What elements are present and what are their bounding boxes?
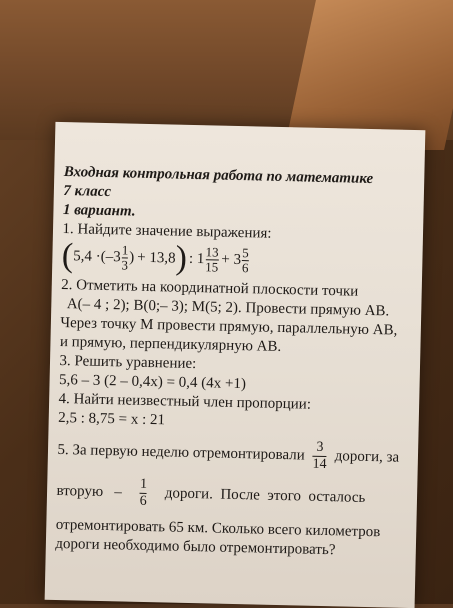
expr-term-c: + 13,8 [137, 249, 176, 267]
worksheet-grade: 7 класс [63, 182, 112, 201]
task1-text: 1. Найдите значение выражения: [62, 220, 272, 242]
fraction-denominator: 14 [312, 456, 327, 473]
task5-text: дороги, за [334, 448, 400, 466]
task5-text: 5. За первую неделю отремонтировали [57, 441, 305, 464]
fraction-numerator: 13 [205, 243, 219, 260]
worksheet-content [55, 163, 409, 562]
task5-fraction-2 [139, 477, 147, 510]
expr-open-paren: ( [61, 236, 74, 275]
fraction-denominator: 6 [139, 493, 147, 509]
expr-term-b-open: (–3 [100, 248, 121, 265]
expr-term-a: 5,4 · [73, 247, 101, 265]
expr-fraction-1 [121, 243, 128, 272]
fraction-numerator: 1 [121, 241, 129, 257]
fraction-denominator: 3 [121, 256, 129, 272]
task5-text: дороги. После этого осталось [164, 485, 366, 506]
task2-line: и прямую, перпендикулярную AB. [59, 333, 282, 355]
task5-fraction-1 [312, 440, 327, 473]
fraction-numerator: 1 [139, 476, 148, 492]
task5-text: вторую – [56, 482, 123, 501]
task3-line: 5,6 – 3 (2 – 0,4x) = 0,4 (4x +1) [58, 371, 247, 393]
expr-division: : 1 [188, 250, 205, 267]
task5-block [55, 434, 403, 562]
task2-line: 2. Отметить на координатной плоскости точки [61, 276, 359, 300]
expr-fraction-2 [205, 245, 219, 274]
expr-term-b-close: ) [129, 249, 135, 266]
task2-line: Через точку M провести прямую, параллельную AB, [60, 314, 398, 339]
fraction-numerator: 5 [242, 244, 249, 260]
task5-line-4: дороги необходимо было отремонтировать? [55, 535, 336, 559]
task5-line-1 [57, 434, 403, 475]
fraction-denominator: 6 [241, 259, 249, 275]
fraction-numerator: 3 [316, 439, 324, 455]
expr-close-paren: ) [175, 239, 188, 277]
task1-expression [61, 236, 408, 281]
worksheet-variant: 1 вариант. [62, 201, 136, 220]
expr-plus: + 3 [221, 251, 242, 268]
task2-line: A(– 4 ; 2); B(0;– 3); M(5; 2). Провести прямую AB. [66, 296, 390, 320]
task4-block [58, 390, 404, 436]
fraction-denominator: 15 [205, 258, 219, 275]
task2-block [60, 276, 407, 360]
task5-line-2 [56, 475, 402, 516]
expr-fraction-3 [242, 246, 249, 275]
task3-line: 3. Решить уравнение: [59, 352, 197, 373]
worksheet-title: Входная контрольная работа по математике [63, 163, 374, 188]
task5-line-3: отремонтировать 65 км. Сколько всего километров [55, 516, 381, 541]
task4-line: 4. Найти неизвестный член пропорции: [58, 390, 312, 413]
task4-line: 2,5 : 8,75 = x : 21 [58, 409, 166, 429]
